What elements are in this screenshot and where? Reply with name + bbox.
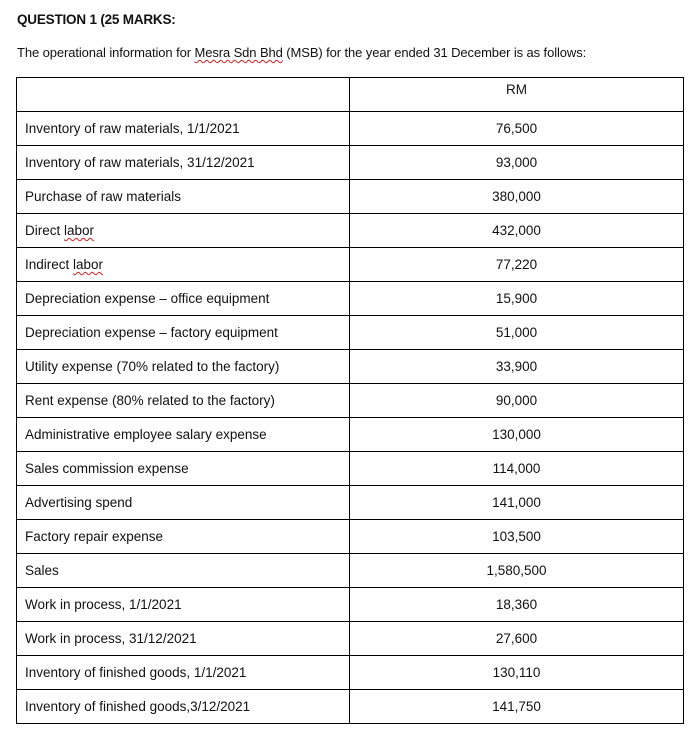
row-value: 27,600 (350, 622, 684, 656)
table-row (17, 418, 684, 452)
row-value: 103,500 (350, 520, 684, 554)
question-title: QUESTION 1 (25 MARKS: (17, 12, 176, 27)
row-value: 93,000 (350, 146, 684, 180)
table-row (17, 486, 684, 520)
row-value: 18,360 (350, 588, 684, 622)
row-value: 1,580,500 (350, 554, 684, 588)
table-row (17, 384, 684, 418)
row-value: 76,500 (350, 112, 684, 146)
row-value: 130,000 (350, 418, 684, 452)
row-label: Advertising spend (17, 486, 350, 520)
row-value: 77,220 (350, 248, 684, 282)
row-label-text: Indirect (25, 257, 74, 272)
table-header-row (17, 78, 684, 112)
row-label: Sales commission expense (17, 452, 350, 486)
header-currency-cell: RM (350, 78, 684, 112)
operational-info-table (16, 77, 684, 724)
table-row (17, 554, 684, 588)
row-label: Rent expense (80% related to the factory) (17, 384, 350, 418)
table-row (17, 690, 684, 724)
row-label-text: Direct (25, 223, 65, 238)
row-value: 130,110 (350, 656, 684, 690)
row-label: Inventory of raw materials, 31/12/2021 (17, 146, 350, 180)
row-label: Utility expense (70% related to the factory) (17, 350, 350, 384)
table-row (17, 588, 684, 622)
row-value: 51,000 (350, 316, 684, 350)
table-row (17, 180, 684, 214)
row-value: 141,750 (350, 690, 684, 724)
spellcheck-word: labor (73, 257, 104, 272)
table-row (17, 112, 684, 146)
row-value: 114,000 (350, 452, 684, 486)
table-row (17, 316, 684, 350)
intro-before: The operational information for (17, 45, 195, 60)
intro-after: (MSB) for the year ended 31 December is as follows: (282, 45, 587, 60)
row-label: Work in process, 1/1/2021 (17, 588, 350, 622)
row-value: 380,000 (350, 180, 684, 214)
row-label: Administrative employee salary expense (17, 418, 350, 452)
row-label: Factory repair expense (17, 520, 350, 554)
table-row (17, 656, 684, 690)
table-row (17, 248, 684, 282)
row-label: Inventory of finished goods,3/12/2021 (17, 690, 350, 724)
spellcheck-word: labor (64, 223, 95, 238)
row-label: Depreciation expense – factory equipment (17, 316, 350, 350)
table-row (17, 214, 684, 248)
row-label: Work in process, 31/12/2021 (17, 622, 350, 656)
table-row (17, 146, 684, 180)
intro-text (17, 45, 586, 60)
row-value: 15,900 (350, 282, 684, 316)
row-label (17, 248, 350, 282)
row-label: Purchase of raw materials (17, 180, 350, 214)
table-row (17, 282, 684, 316)
table-row (17, 350, 684, 384)
row-value: 432,000 (350, 214, 684, 248)
row-value: 90,000 (350, 384, 684, 418)
row-label (17, 214, 350, 248)
header-label-cell (17, 78, 350, 112)
row-value: 33,900 (350, 350, 684, 384)
row-label: Inventory of raw materials, 1/1/2021 (17, 112, 350, 146)
table-row (17, 622, 684, 656)
row-label: Sales (17, 554, 350, 588)
table-row (17, 520, 684, 554)
table-row (17, 452, 684, 486)
row-label: Inventory of finished goods, 1/1/2021 (17, 656, 350, 690)
row-label: Depreciation expense – office equipment (17, 282, 350, 316)
row-value: 141,000 (350, 486, 684, 520)
company-name: Mesra Sdn Bhd (194, 45, 283, 60)
